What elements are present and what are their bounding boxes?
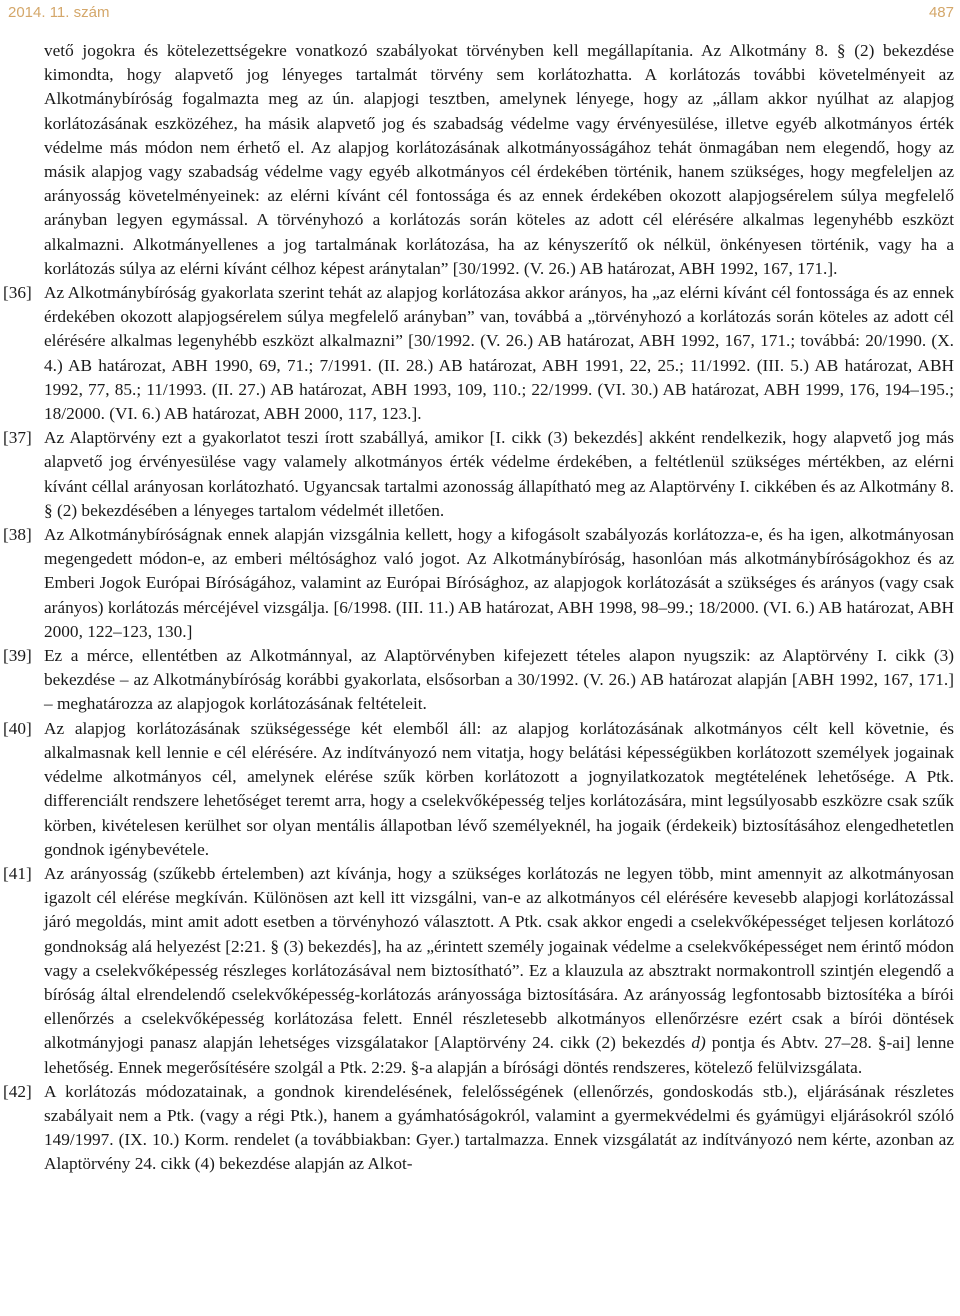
paragraph-text: Az Alkotmánybíróság gyakorlata szerint tehát az alapjog korlátozása akkor arányos, ha „az elérni kívánt cél fontossága és az ennek érdekében okozott alapjogsérelem súlya megfelelő arányban” van, továbbá a „törvényhozó a korlátozás során köteles az adott cél elérésére alkalmas legenyhébb eszközt alkalmazni” [30/1992. (V. 26.) AB határozat, ABH 1992, 167, 171.; továbbá: 20/1990. (X. 4.) AB határozat, ABH 1990, 69, 71.; 7/1991. (II. 28.) AB határozat, ABH 1991, 22, 25.; 11/1992. (III. 5.) AB határozat, ABH 1992, 77, 85.; 11/1993. (II. 27.) AB határozat, ABH 1993, 109, 110.; 22/1999. (VI. 30.) AB határozat, ABH 1999, 176, 194–195.; 18/2000. (VI. 6.) AB határozat, ABH 2000, 117, 123.].	[44, 283, 954, 424]
paragraph-number: [39]	[3, 646, 32, 666]
paragraph-number	[0, 39, 44, 281]
issue-label: 2014. 11. szám	[8, 4, 110, 21]
paragraph-36	[0, 281, 960, 426]
paragraph-number: [41]	[3, 863, 32, 883]
paragraph-text-part: Az arányosság (szűkebb értelemben) azt kívánja, hogy a szükséges korlátozás ne legyen több, mint amennyit az alkotmányosan igazolt cél elérése megkíván. Különösen azt kell itt vizsgálni, van-e az alkotmányos cél elérésére kevesebb alapjogi korlátozással járó megoldás, mint amit adott esetben a törvényhozó választott. A Ptk. csak akkor engedi a cselekvőképességet teljesen korlátozó gondnokság alá helyezést [2:21. § (3) bekezdés], ha az „érintett személy jogainak védelme a cselekvőképességet nem érintő módon vagy a cselekvőképesség részleges korlátozásával nem biztosítható”. Ez a klauzula az absztrakt normakontroll szintjén elegendő a bíróság által elrendelendő cselekvőképesség-korlátozás arányossága biztosítására. Az arányosság legfontosabb biztosítéka a bírói ellenőrzés a cselekvőképesség korlátozása felett. Ennél részletesebb alkotmányos ellenőrzésre ezért csak a bírói döntések alkotmányjogi panasz alapján lehetséges vizsgálatakor [Alaptörvény 24. cikk (2) bekezdés	[44, 863, 954, 1053]
paragraph-number: [40]	[3, 718, 32, 738]
paragraph-text-italic: d)	[691, 1033, 706, 1053]
paragraph-text	[44, 862, 960, 1080]
paragraph-number: [42]	[3, 1081, 32, 1101]
paragraph-continued	[0, 39, 960, 281]
paragraph-41	[0, 862, 960, 1080]
document-body	[0, 39, 960, 1177]
paragraph-38	[0, 523, 960, 644]
paragraph-39	[0, 644, 960, 717]
paragraph-text: Az alapjog korlátozásának szükségessége két elemből áll: az alapjog korlátozásának alkotmányos célt kell követnie, és alkalmasnak kell lennie e cél elérésére. Az indítványozó nem vitatja, hogy belátási képességükben korlátozott személyek jogainak védelme alkotmányos cél, amelynek elérése szűk körben korlátozott a jognyilatkozatok megtételének lehetősége. A Ptk. differenciált rendszere lehetőséget teremt arra, hogy a cselekvőképesség teljes korlátozására, mint legsúlyosabb eszközre csak szűk körben, kivételesen kerülhet sor olyan mentális állapotban lévő személyeknél, ha jogaik (érdekeik) biztosításához elengedhetetlen gondnok igénybevétele.	[44, 718, 954, 859]
paragraph-text: Az Alaptörvény ezt a gyakorlatot teszi írott szabállyá, amikor [I. cikk (3) bekezdés] akként rendelkezik, hogy alapvető jog más alapvető jog érvényesülése vagy valamely alkotmányos érték védelme érdekében, a feltétlenül szükséges mértékben, az elérni kívánt céllal arányosan korlátozható. Ugyancsak tartalmi azonosság állapítható meg az Alaptörvény I. cikkében és az Alkotmány 8. § (2) bekezdésében a lényeges tartalom védelmét illetően.	[44, 428, 954, 520]
paragraph-40	[0, 717, 960, 862]
paragraph-number: [38]	[3, 525, 32, 545]
paragraph-37	[0, 426, 960, 523]
paragraph-42	[0, 1080, 960, 1177]
paragraph-number: [37]	[3, 428, 32, 448]
paragraph-text: Ez a mérce, ellentétben az Alkotmánnyal, az Alaptörvényben kifejezett tételes alapon nyugszik: az Alaptörvény I. cikk (3) bekezdése – az Alkotmánybíróság korábbi gyakorlata, elsősorban a 30/1992. (V. 26.) AB határozat alapján [ABH 1992, 167, 171.] – meghatározza az alapjogok korlátozásának feltételeit.	[44, 646, 954, 714]
paragraph-text: vető jogokra és kötelezettségekre vonatkozó szabályokat törvényben kell megállapítania. Az Alkotmány 8. § (2) bekezdése kimondta, hogy alapvető jog lényeges tartalmát törvény sem korlátozhatta. A korlátozás további követelményeit az Alkotmánybíróság fogalmazta meg az ún. alapjogi tesztben, amelynek lényege, hogy az „állam akkor nyúlhat az alapjog korlátozásának eszközéhez, ha másik alapvető jog és szabadság védelme vagy érvényesülése, illetve egyéb alkotmányos érték védelme más módon nem érhető el. Az alapjog korlátozásának alkotmányosságához tehát önmagában nem elegendő, hogy az másik alapjog vagy szabadság védelme vagy egyéb alkotmányos cél érdekében történik, hanem szükséges, hogy megfeleljen az arányosság követelményeinek: az elérni kívánt cél fontossága és az ennek érdekében okozott alapjogsérelem súlya megfelelő arányban legyen egymással. A törvényhozó a korlátozás során köteles az adott cél elérésére alkalmas legenyhébb eszközt alkalmazni. Alkotmányellenes a jog tartalmának korlátozása, ha az kényszerítő ok nélkül, önkényesen történik, vagy ha a korlátozás súlya az elérni kívánt célhoz képest aránytalan” [30/1992. (V. 26.) AB határozat, ABH 1992, 167, 171.].	[44, 41, 954, 278]
running-header	[0, 0, 960, 30]
paragraph-text-part: pontja és Abtv. 27–28. §-ai] lenne lehetőség. Ennek megerősítésére szolgál a Ptk. 2:29. §-a alapján a bírósági döntés rendszeres, kötelező felülvizsgálata.	[44, 1033, 955, 1077]
page-number: 487	[928, 4, 954, 21]
paragraph-number: [36]	[3, 283, 32, 303]
paragraph-text: Az Alkotmánybíróságnak ennek alapján vizsgálnia kellett, hogy a kifogásolt szabályozás korlátozza-e, és ha igen, alkotmányosan megengedett módon-e, az emberi méltósághoz való jogot. Az Alkotmánybíróság, hasonlóan más alkotmánybíróságokhoz és az Emberi Jogok Európai Bíróságához, valamint az Európai Bírósághoz, az alapjogok korlátozását a szükséges és arányos (vagy csak arányos) korlátozás mércéjével vizsgálja. [6/1998. (III. 11.) AB határozat, ABH 1998, 98–99.; 18/2000. (VI. 6.) AB határozat, ABH 2000, 122–123, 130.]	[44, 525, 954, 641]
paragraph-text: A korlátozás módozatainak, a gondnok kirendelésének, felelősségének (ellenőrzés, gondoskodás stb.), eljárásának részletes szabályait nem a Ptk. (vagy a régi Ptk.), hanem a gyámhatóságokról, valamint a gyermekvédelmi és gyámügyi eljárásokról szóló 149/1997. (IX. 10.) Korm. rendelet (a továbbiakban: Gyer.) tartalmazza. Ennek vizsgálatát az indítványozó nem kérte, azonban az Alaptörvény 24. cikk (4) bekezdése alapján az Alkot-	[44, 1081, 954, 1174]
